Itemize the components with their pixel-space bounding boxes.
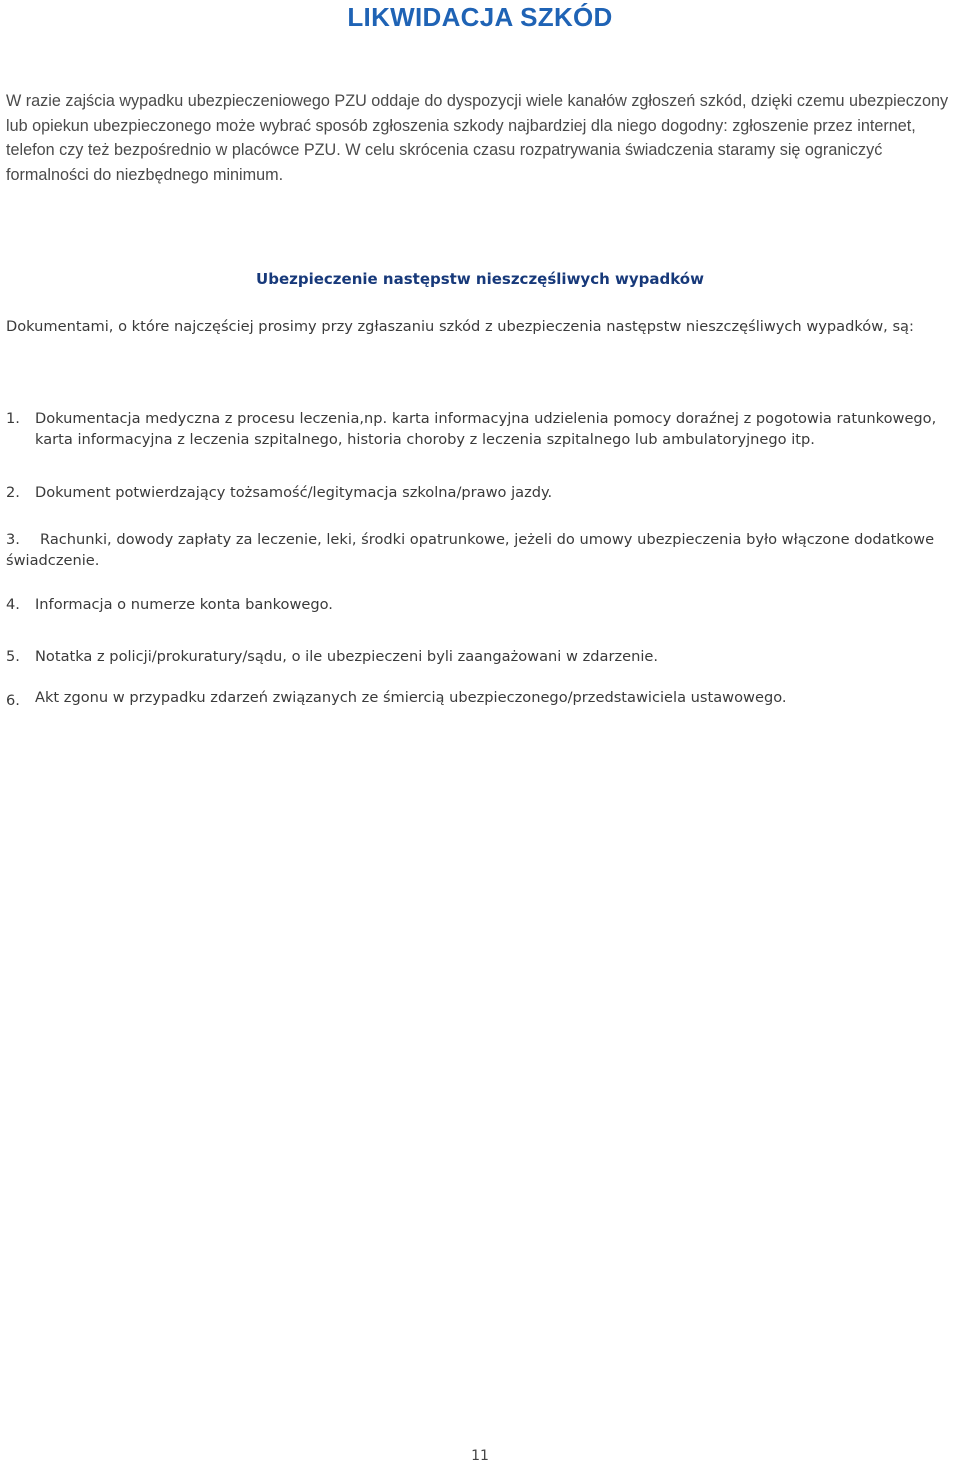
list-item-number: 2. bbox=[6, 484, 20, 501]
page-number: 11 bbox=[471, 1448, 489, 1464]
list-item bbox=[6, 646, 956, 667]
intro-paragraph: W razie zajścia wypadku ubezpieczeniowego PZU oddaje do dyspozycji wiele kanałów zgłoszeń szkód, dzięki czemu ubezpieczony lub opiekun ubezpieczonego może wybrać sposób zgłoszenia szkody najbardziej dla niego dogodny: zgłoszenie przez internet, telefon czy też bezpośrednio w placówce PZU. W celu skrócenia czasu rozpatrywania świadczenia staramy się ograniczyć formalności do niezbędnego minimum. bbox=[6, 92, 949, 184]
list-item-number: 1. bbox=[6, 410, 20, 427]
list-item bbox=[6, 482, 956, 503]
page-title: LIKWIDACJA SZKÓD bbox=[347, 2, 613, 32]
list-item-text: Dokument potwierdzający tożsamość/legitymacja szkolna/prawo jazdy. bbox=[35, 484, 553, 501]
list-item-number: 3. bbox=[6, 531, 20, 548]
list-item bbox=[6, 594, 956, 615]
section-heading: Ubezpieczenie następstw nieszczęśliwych wypadków bbox=[256, 270, 704, 288]
list-item bbox=[6, 687, 956, 708]
list-item bbox=[6, 408, 956, 450]
section-lead: Dokumentami, o które najczęściej prosimy przy zgłaszaniu szkód z ubezpieczenia następstw nieszczęśliwych wypadków, są: bbox=[6, 318, 914, 335]
list-item bbox=[6, 529, 956, 571]
list-item-text: Rachunki, dowody zapłaty za leczenie, leki, środki opatrunkowe, jeżeli do umowy ubezpieczenia było włączone dodatkowe świadczenie. bbox=[6, 531, 935, 569]
list-item-text: Dokumentacja medyczna z procesu leczenia,np. karta informacyjna udzielenia pomocy doraźnej z pogotowia ratunkowego, karta informacyjna z leczenia szpitalnego, historia choroby z leczenia szpitalnego lub ambulatoryjnego itp. bbox=[35, 410, 937, 448]
list-item-text: Akt zgonu w przypadku zdarzeń związanych ze śmiercią ubezpieczonego/przedstawiciela ustawowego. bbox=[35, 689, 787, 706]
list-item-text: Notatka z policji/prokuratury/sądu, o ile ubezpieczeni byli zaangażowani w zdarzenie. bbox=[35, 648, 658, 665]
list-item-text: Informacja o numerze konta bankowego. bbox=[35, 596, 333, 613]
list-item-number: 6. bbox=[6, 692, 20, 709]
list-item-number: 5. bbox=[6, 648, 20, 665]
list-item-number: 4. bbox=[6, 596, 20, 613]
